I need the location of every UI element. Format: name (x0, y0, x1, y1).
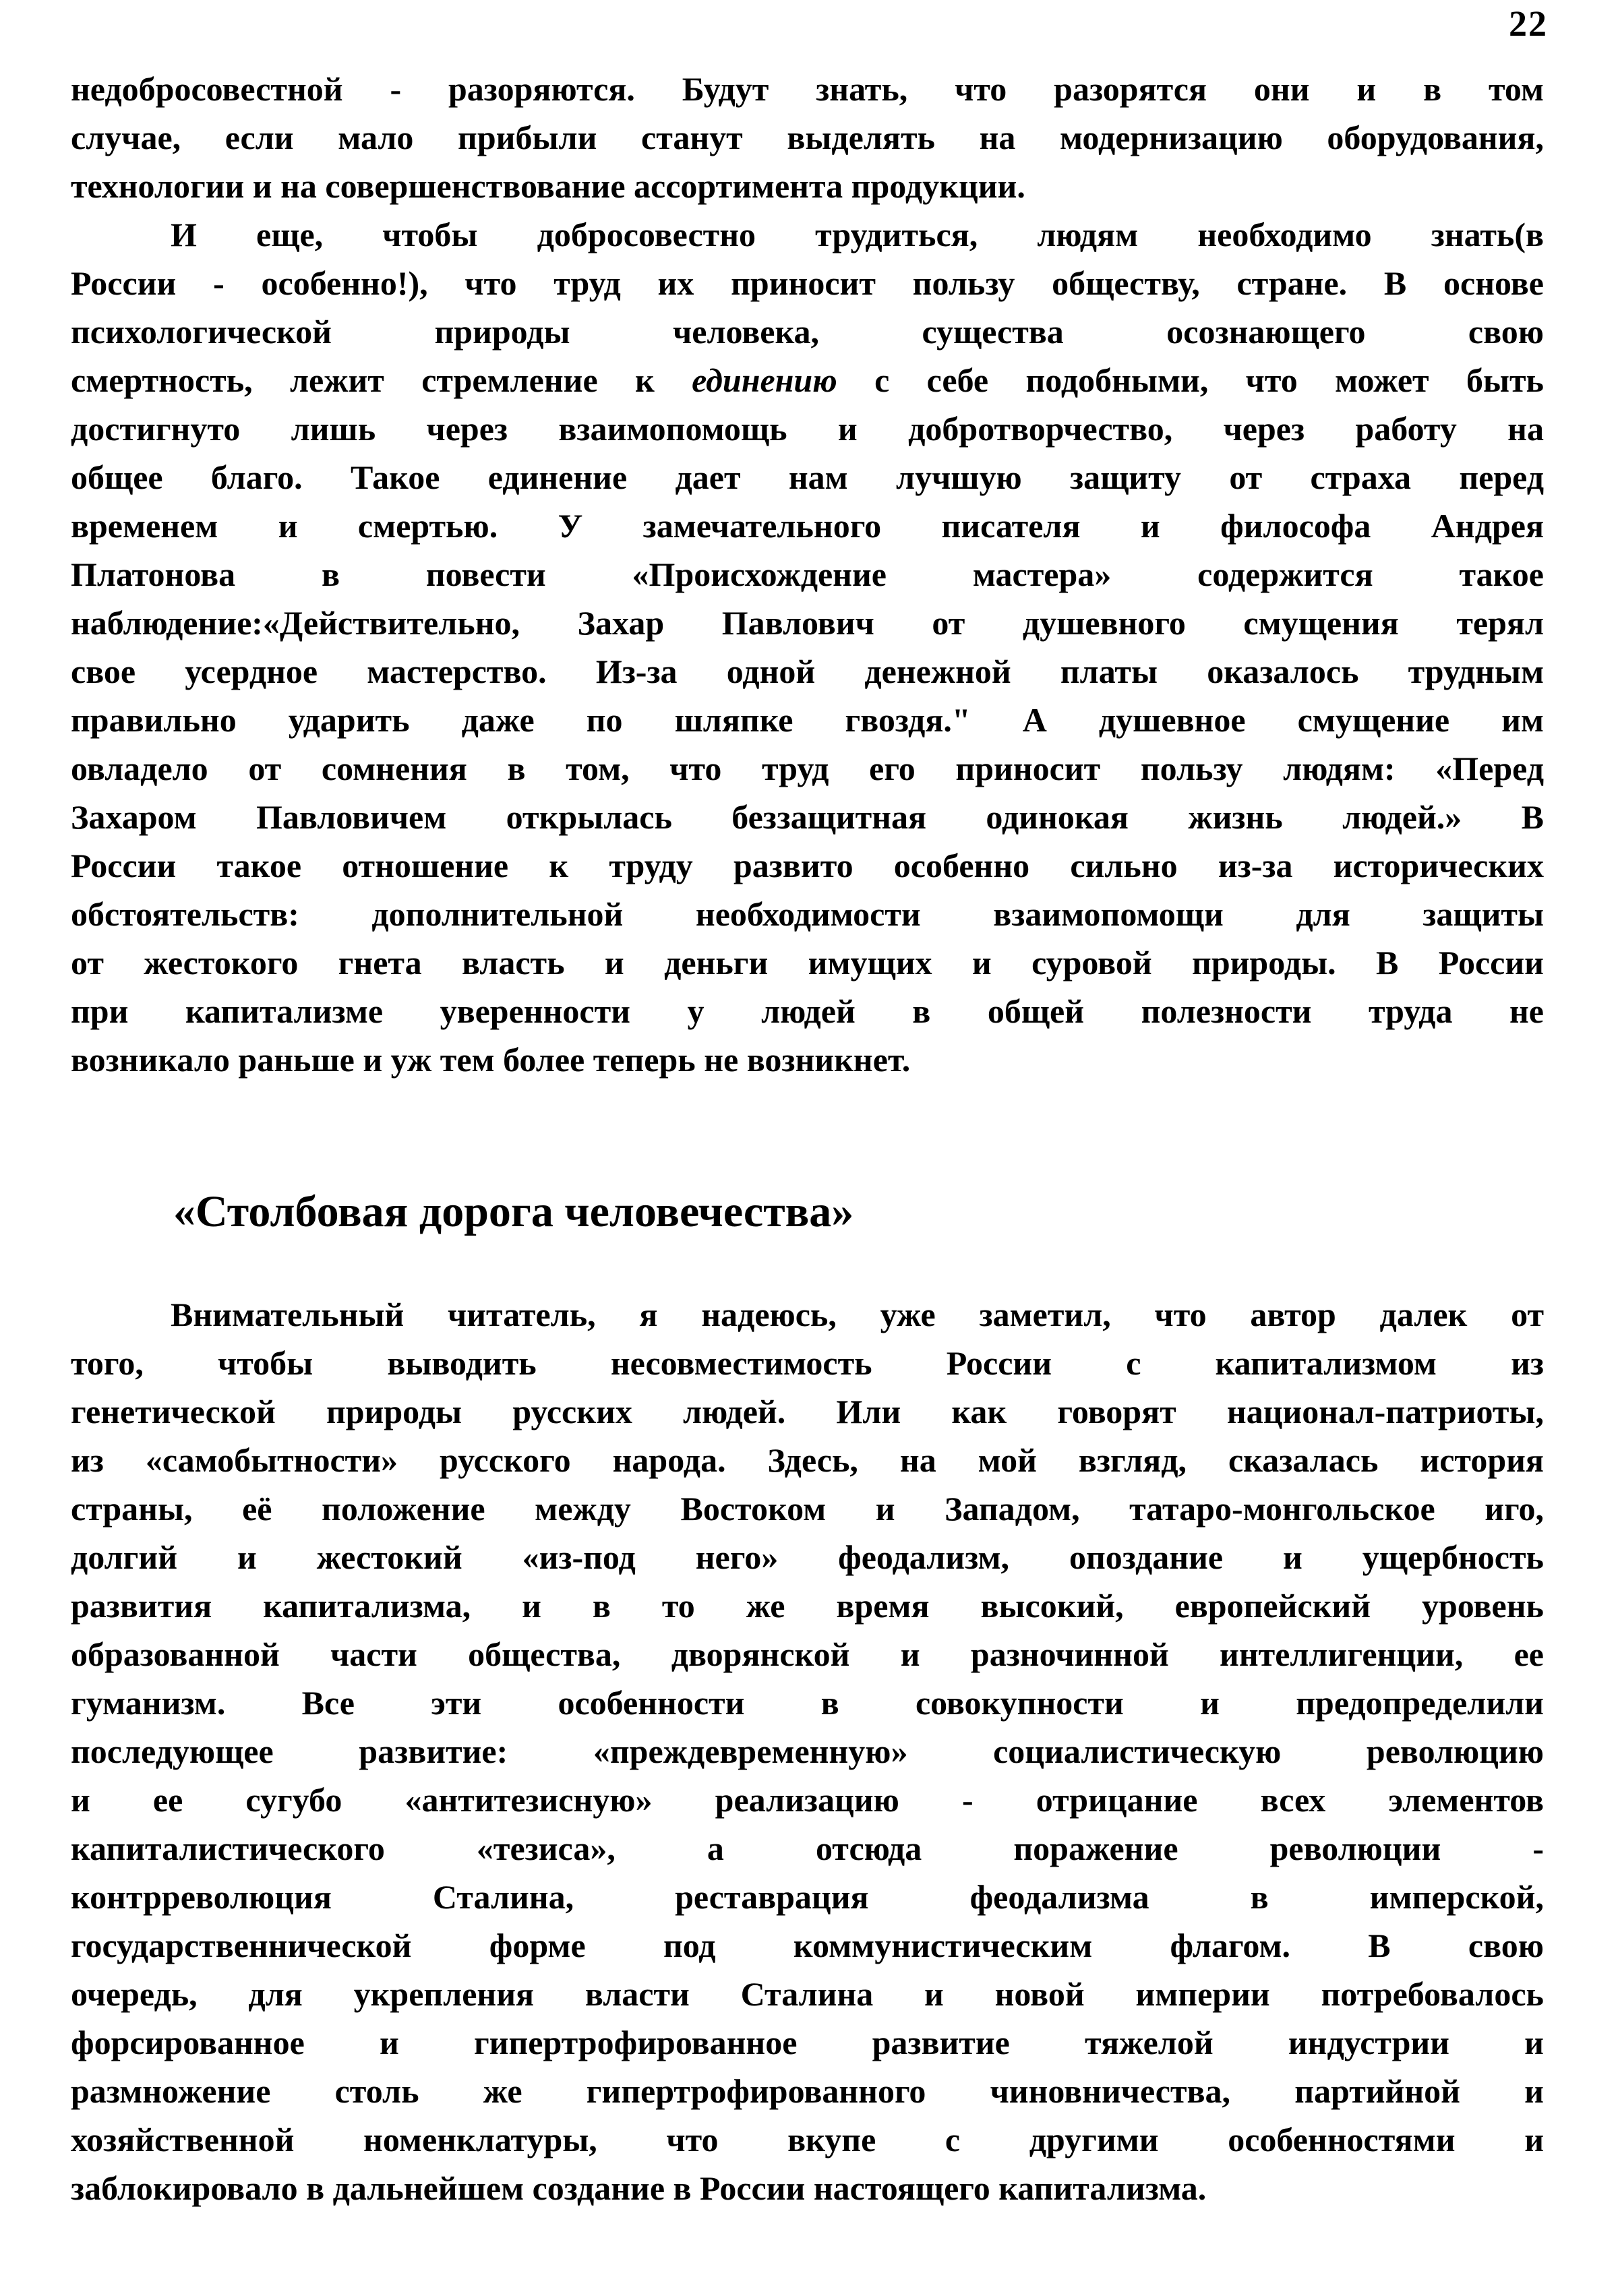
text-line: заблокировало в дальнейшем создание в России настоящего капитализма. (71, 2169, 1207, 2207)
text-line: и ее сугубо «антитезисную» реализацию - отрицание всех элементов (71, 1781, 1544, 1819)
section-heading: «Столбовая дорога человечества» (173, 1187, 854, 1236)
text-line: страны, её положение между Востоком и Западом, татаро-монгольское иго, (71, 1490, 1544, 1528)
text-line: смертность, лежит стремление к единению с себе подобными, что может быть (71, 361, 1544, 399)
page-body (71, 65, 1544, 2212)
text-line: Внимательный читатель, я надеюсь, уже заметил, что автор далек от (171, 1296, 1544, 1333)
text-line: достигнуто лишь через взаимопомощь и добротворчество, через работу на (71, 410, 1544, 448)
text-line: И еще, чтобы добросовестно трудиться, людям необходимо знать(в (171, 216, 1544, 253)
text-line: генетической природы русских людей. Или как говорят национал-патриоты, (71, 1393, 1544, 1430)
text-line: технологии и на совершенствование ассортимента продукции. (71, 167, 1025, 205)
text-line: правильно ударить даже по шляпке гвоздя." А душевное смущение им (71, 701, 1544, 739)
text-line: Платонова в повести «Происхождение мастера» содержится такое (71, 555, 1544, 593)
text-line: размножение столь же гипертрофированного чиновничества, партийной и (71, 2072, 1544, 2110)
text-line: очередь, для укрепления власти Сталина и новой империи потребовалось (71, 1975, 1544, 2013)
text-line: общее благо. Такое единение дает нам лучшую защиту от страха перед (71, 458, 1544, 496)
paragraph (71, 1290, 1544, 2212)
text-line: долгий и жестокий «из-под него» феодализм, опоздание и ущербность (71, 1538, 1544, 1576)
text-line: от жестокого гнета власть и деньги имущих и суровой природы. В России (71, 944, 1544, 981)
text-line: последующее развитие: «преждевременную» социалистическую революцию (71, 1732, 1544, 1770)
text-line: того, чтобы выводить несовместимость России с капитализмом из (71, 1344, 1544, 1382)
text-line: наблюдение:«Действительно, Захар Павлович от душевного смущения терял (71, 604, 1544, 642)
text-line: из «самобытности» русского народа. Здесь, на мой взгляд, сказалась история (71, 1441, 1544, 1479)
text-line: форсированное и гипертрофированное развитие тяжелой индустрии и (71, 2024, 1544, 2061)
text-line: при капитализме уверенности у людей в общей полезности труда не (71, 992, 1544, 1030)
text-line: контрреволюция Сталина, реставрация феодализма в имперской, (71, 1878, 1544, 1916)
paragraph (71, 65, 1544, 210)
text-line: России такое отношение к труду развито особенно сильно из-за исторических (71, 847, 1544, 884)
text-line: возникало раньше и уж тем более теперь не возникнет. (71, 1041, 911, 1079)
text-line: Захаром Павловичем открылась беззащитная одинокая жизнь людей.» В (71, 798, 1544, 836)
page-number: 22 (1509, 3, 1548, 44)
text-line: случае, если мало прибыли станут выделять на модернизацию оборудования, (71, 119, 1544, 156)
text-line: развития капитализма, и в то же время высокий, европейский уровень (71, 1587, 1544, 1625)
text-line: овладело от сомнения в том, что труд его приносит пользу людям: «Перед (71, 750, 1544, 787)
text-line: недобросовестной - разоряются. Будут знать, что разорятся они и в том (71, 70, 1544, 108)
text-line: образованной части общества, дворянской и разночинной интеллигенции, ее (71, 1635, 1544, 1673)
text-line: России - особенно!), что труд их приносит пользу обществу, стране. В основе (71, 264, 1544, 302)
text-line: капиталистического «тезиса», а отсюда поражение революции - (71, 1830, 1544, 1867)
text-line: хозяйственной номенклатуры, что вкупе с другими особенностями и (71, 2121, 1544, 2158)
text-line: психологической природы человека, существа осознающего свою (71, 313, 1544, 351)
text-line: временем и смертью. У замечательного писателя и философа Андрея (71, 507, 1544, 545)
text-line: гуманизм. Все эти особенности в совокупности и предопределили (71, 1684, 1544, 1722)
text-line: свое усердное мастерство. Из-за одной денежной платы оказалось трудным (71, 653, 1544, 690)
paragraph (71, 210, 1544, 1084)
text-line: государственнической форме под коммунистическим флагом. В свою (71, 1927, 1544, 1964)
text-line: обстоятельств: дополнительной необходимости взаимопомощи для защиты (71, 895, 1544, 933)
